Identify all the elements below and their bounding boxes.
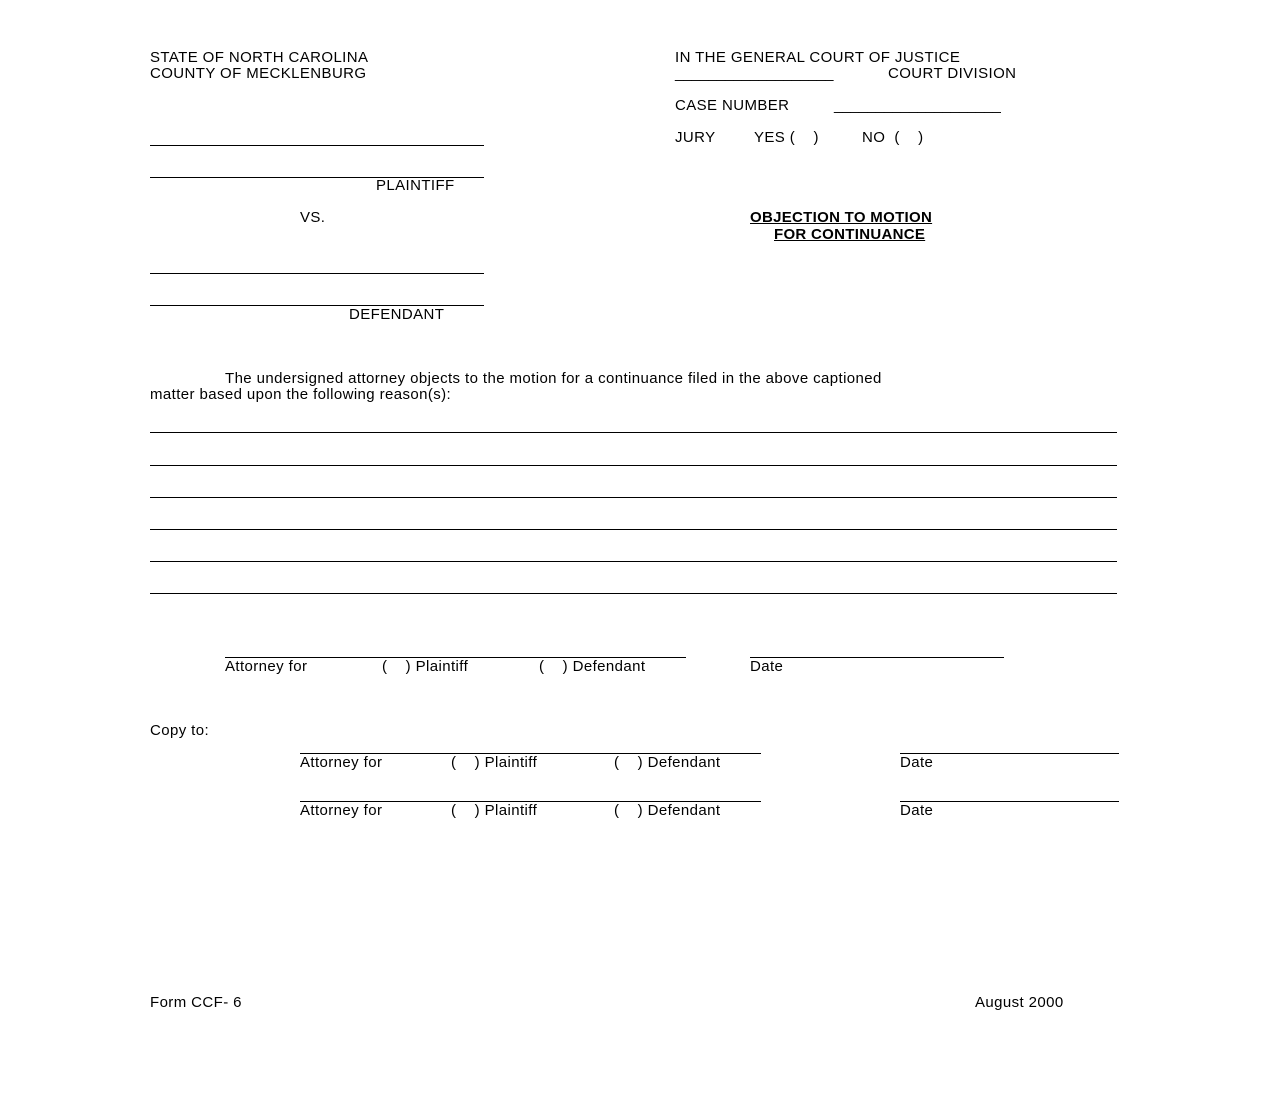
document-title-line-2: FOR CONTINUANCE (774, 226, 926, 243)
form-date: August 2000 (975, 994, 1064, 1011)
copy-plaintiff-option[interactable]: ( ) Plaintiff (451, 754, 538, 771)
jury-no-option[interactable]: NO ( ) (862, 129, 924, 146)
defendant-checkbox-option[interactable]: ( ) Defendant (539, 658, 646, 675)
state-heading: STATE OF NORTH CAROLINA (150, 49, 369, 66)
reason-line[interactable] (150, 593, 1117, 594)
defendant-label: DEFENDANT (349, 306, 445, 323)
division-blank[interactable]: ___________________ (675, 65, 834, 82)
plaintiff-label: PLAINTIFF (376, 177, 455, 194)
court-division-label: COURT DIVISION (888, 65, 1017, 82)
plaintiff-checkbox-option[interactable]: ( ) Plaintiff (382, 658, 469, 675)
versus-label: VS. (300, 209, 326, 226)
defendant-name-line-1[interactable] (150, 273, 484, 274)
reason-line[interactable] (150, 529, 1117, 530)
signature-date-line[interactable] (750, 657, 1004, 658)
copy-to-label: Copy to: (150, 722, 210, 739)
copy-attorney-for-label: Attorney for (300, 802, 383, 819)
jury-yes-option[interactable]: YES ( ) (754, 129, 819, 146)
reason-line[interactable] (150, 497, 1117, 498)
document-title-line-1: OBJECTION TO MOTION (750, 209, 933, 226)
court-heading: IN THE GENERAL COURT OF JUSTICE (675, 49, 961, 66)
copy-date-label: Date (900, 754, 934, 771)
body-paragraph-line-1: The undersigned attorney objects to the motion for a continuance filed in the above captioned (225, 370, 882, 387)
copy-defendant-option[interactable]: ( ) Defendant (614, 802, 721, 819)
body-paragraph-line-2: matter based upon the following reason(s): (150, 386, 452, 403)
copy-plaintiff-option[interactable]: ( ) Plaintiff (451, 802, 538, 819)
plaintiff-name-line-1[interactable] (150, 145, 484, 146)
attorney-for-label: Attorney for (225, 658, 308, 675)
jury-label: JURY (675, 129, 716, 146)
reason-line[interactable] (150, 465, 1117, 466)
copy-attorney-for-label: Attorney for (300, 754, 383, 771)
reason-line[interactable] (150, 432, 1117, 433)
date-label: Date (750, 658, 784, 675)
form-id: Form CCF- 6 (150, 994, 242, 1011)
county-heading: COUNTY OF MECKLENBURG (150, 65, 367, 82)
copy-date-label: Date (900, 802, 934, 819)
copy-defendant-option[interactable]: ( ) Defendant (614, 754, 721, 771)
case-number-label: CASE NUMBER (675, 97, 790, 114)
case-number-field[interactable]: ____________________ (834, 97, 1001, 114)
reason-line[interactable] (150, 561, 1117, 562)
